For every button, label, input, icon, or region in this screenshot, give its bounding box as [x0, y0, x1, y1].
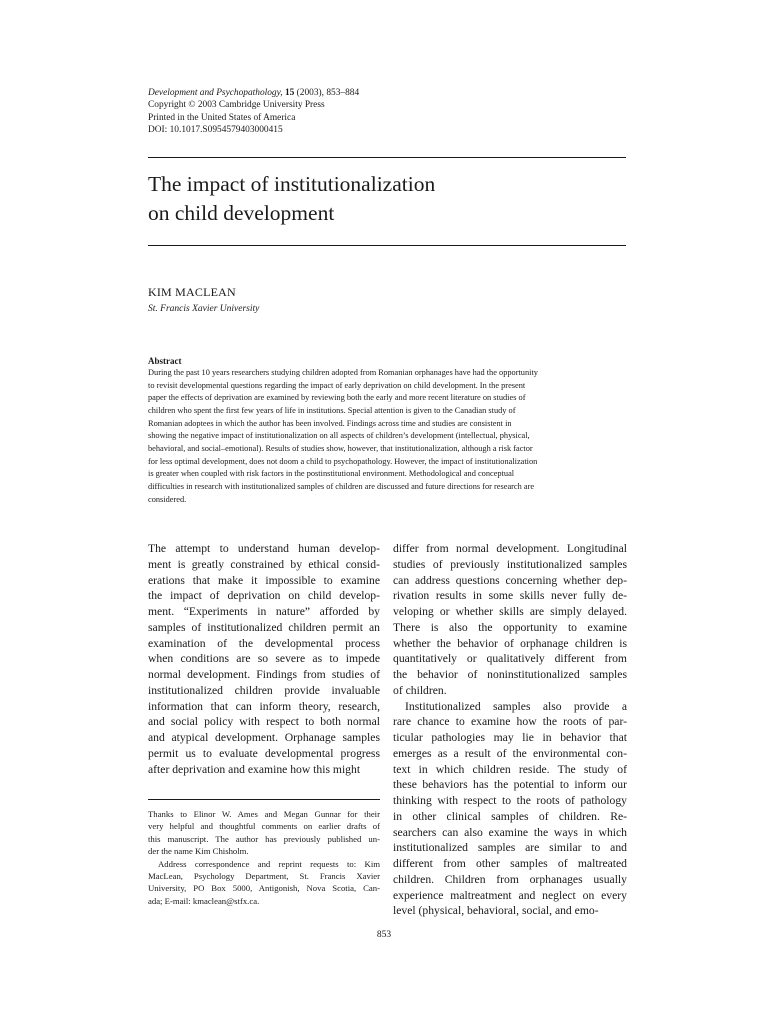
abstract-line: Romanian adoptees in which the author has been involved. Findings across time and studies are consistent in [148, 418, 512, 428]
footnote-line: this manuscript. The author has previously published un- [148, 833, 380, 844]
body-line: information that can inform theory, research, [148, 699, 380, 713]
body-line: the behavior of noninstitutionalized samples [393, 668, 627, 681]
abstract-line: children who spent the first few years of life in institutions. Special attention is given to the Canadian study of [148, 405, 516, 415]
body-line: in other clinical samples of children. Re- [393, 809, 627, 823]
footnote-line: University, PO Box 5000, Antigonish, Nova Scotia, Can- [148, 883, 380, 894]
body-line: thinking with respect to the roots of pathology [393, 794, 627, 807]
abstract-line: is greater when coupled with risk factors in the postinstitutional environment. Methodological and conceptual [148, 469, 515, 479]
body-line: children. Children from orphanages usually [393, 872, 627, 886]
article-title [148, 170, 435, 228]
body-line: permit us to evaluate developmental progress [148, 746, 380, 760]
body-line: samples of institutionalized children permit an [148, 620, 380, 634]
title-line: on child development [148, 201, 335, 225]
footnote-line: ada; E-mail: kmaclean@stfx.ca. [148, 895, 260, 906]
footnote-line: der the name Kim Chisholm. [148, 846, 249, 857]
footnote-line: MacLean, Psychology Department, St. Francis Xavier [148, 871, 380, 882]
body-line: of children. [393, 683, 447, 697]
body-line: these behaviors has the potential to inform our [393, 778, 627, 792]
body-line: There is also the opportunity to examine [393, 620, 627, 634]
body-line: Institutionalized samples also provide a [405, 699, 627, 713]
body-line: quantitatively or qualitatively different from [393, 652, 627, 666]
abstract-line: considered. [148, 494, 187, 504]
body-line: can address questions concerning whether dep- [393, 573, 627, 587]
body-line: whether the behavior of orphanage children is [393, 636, 627, 650]
body-line: the impact of deprivation on child develop- [148, 589, 380, 603]
body-line: studies of previously institutionalized samples [393, 557, 627, 571]
journal-citation [148, 87, 359, 99]
body-line: and social policy with respect to both normal [148, 715, 380, 729]
journal-doi: DOI: 10.1017.S0954579403000415 [148, 124, 283, 135]
body-line: institutionalized children provide invaluable [148, 683, 380, 697]
body-line: level (physical, behavioral, social, and emo- [393, 904, 599, 918]
abstract-line: difficulties in research with institutionalized samples of children are discussed and future directions for research are [148, 481, 535, 491]
body-line: after deprivation and examine how this might [148, 762, 361, 776]
body-line: text in which children reside. The study of [393, 762, 627, 776]
footnote-line: very helpful and thoughtful comments on earlier drafts of [148, 821, 380, 832]
body-line: emerges as a result of the environmental con- [393, 746, 627, 760]
body-line: ment is greatly constrained by ethical consid- [148, 557, 380, 571]
author-name: KIM MACLEAN [148, 285, 236, 299]
page-number: 853 [376, 930, 392, 940]
body-line: ment. “Experiments in nature” afforded by [148, 605, 380, 618]
body-line: ticular pathologies may lie in behavior that [393, 731, 627, 744]
journal-name: Development and Psychopathology, [148, 88, 283, 98]
body-line: and atypical development. Orphanage samples [148, 731, 380, 744]
body-line: experience maltreatment and neglect on every [393, 888, 627, 902]
abstract-body [148, 367, 626, 506]
body-line: rare chance to examine how the roots of par- [393, 715, 627, 729]
abstract-line: for less optimal development, does not doom a child to psychopathology. However, the impact of institutionalization [148, 456, 538, 466]
body-line: differ from normal development. Longitudinal [393, 542, 627, 555]
body-line: erations that make it impossible to examine [148, 573, 380, 587]
body-line: rivation results in some skills never fully de- [393, 589, 627, 603]
body-line: different from other samples of maltreated [393, 857, 627, 870]
footnote [148, 808, 380, 907]
title-line: The impact of institutionalization [148, 172, 436, 196]
body-column-right [393, 541, 627, 919]
journal-header [148, 87, 359, 136]
body-column-left [148, 541, 380, 777]
title-divider [148, 245, 626, 246]
header-divider [148, 157, 626, 158]
journal-year-pages: (2003), 853–884 [294, 88, 360, 98]
author-affiliation: St. Francis Xavier University [148, 304, 260, 314]
abstract-line: During the past 10 years researchers studying children adopted from Romanian orphanages have had the opportunity [148, 368, 538, 377]
body-line: veloping or whether skills are simply delayed. [393, 605, 627, 618]
abstract-heading: Abstract [148, 356, 182, 366]
abstract-line: showing the negative impact of institutionalization on all aspects of children’s development (intellectual, physical, [148, 431, 530, 441]
abstract-line: to revisit developmental questions regarding the impact of early deprivation on child development. In the present [148, 380, 526, 390]
body-line: examination of the developmental process [148, 636, 380, 650]
body-line: The attempt to understand human develop- [148, 542, 380, 555]
footnote-line: Address correspondence and reprint requests to: Kim [158, 858, 380, 869]
journal-volume: 15 [284, 88, 295, 98]
footnote-line: Thanks to Elinor W. Ames and Megan Gunnar for their [148, 809, 380, 819]
footnote-divider [148, 799, 380, 800]
body-line: searchers can also examine the ways in which [393, 825, 627, 839]
abstract-line: paper the effects of deprivation are examined by reviewing both the early and more recent literature on studies of [148, 393, 526, 403]
journal-copyright: Copyright © 2003 Cambridge University Press [148, 100, 325, 111]
body-line: normal development. Findings from studies of [148, 668, 380, 681]
journal-printed: Printed in the United States of America [148, 112, 296, 123]
abstract-line: behavioral, and social–emotional). Results of studies show, however, that institutionalization, although a risk factor [148, 443, 533, 453]
body-line: when conditions are so severe as to impede [148, 652, 380, 666]
body-line: institutionalized samples are similar to and [393, 841, 627, 855]
